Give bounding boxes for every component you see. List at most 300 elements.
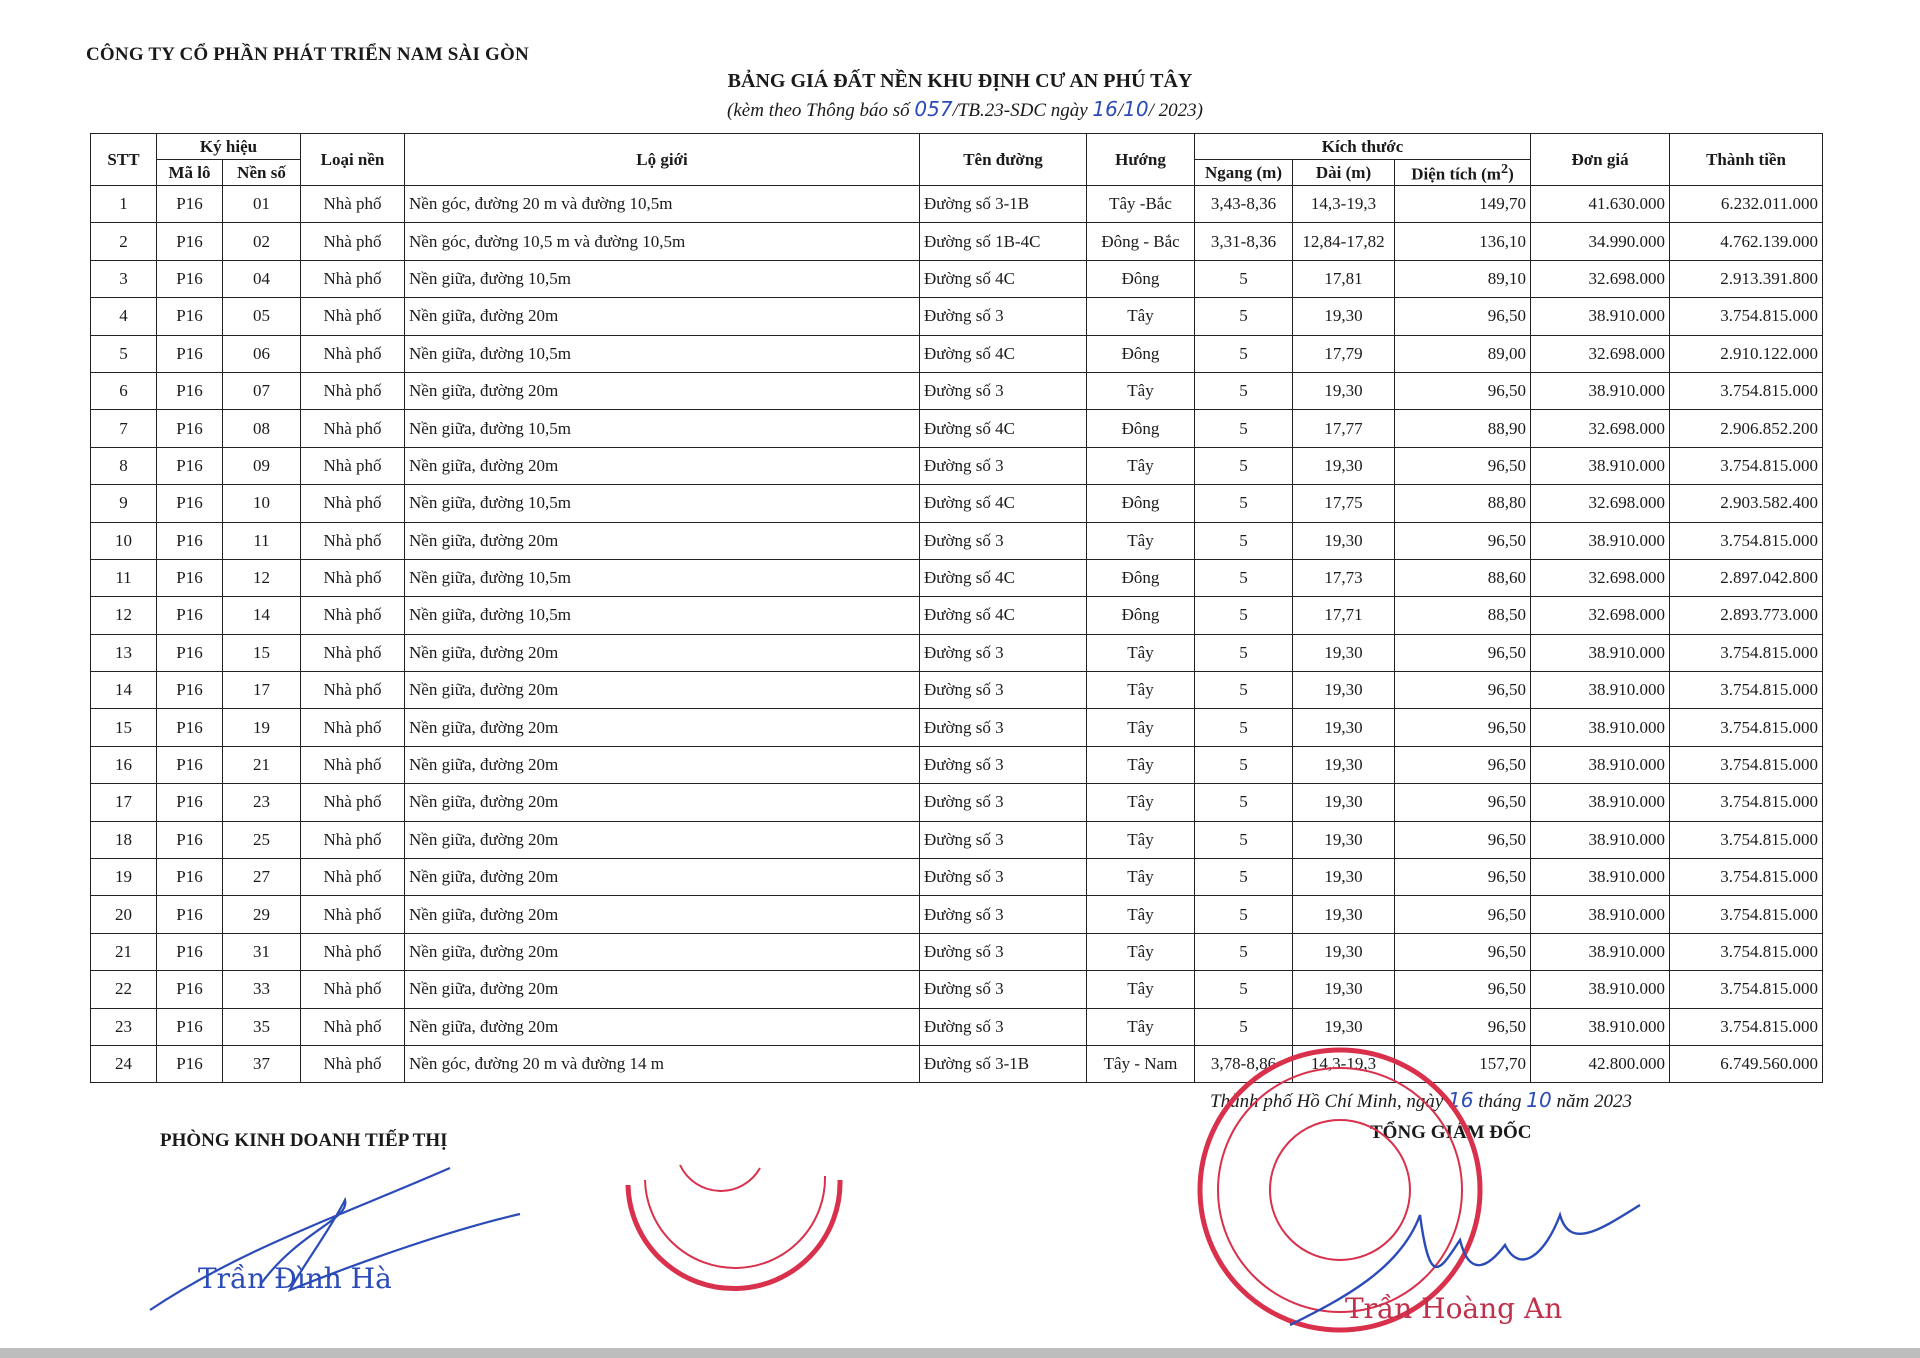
cell-loai-nen: Nhà phố	[301, 485, 405, 522]
cell-don-gia: 38.910.000	[1531, 447, 1670, 484]
cell-ma-lo: P16	[157, 186, 223, 223]
cell-nen-so: 06	[223, 335, 301, 372]
cell-loai-nen: Nhà phố	[301, 933, 405, 970]
cell-ten-duong: Đường số 3	[920, 821, 1087, 858]
cell-nen-so: 05	[223, 298, 301, 335]
cell-ten-duong: Đường số 3-1B	[920, 186, 1087, 223]
cell-don-gia: 38.910.000	[1531, 634, 1670, 671]
cell-loai-nen: Nhà phố	[301, 859, 405, 896]
header-dien-tich-sup: 2	[1500, 160, 1509, 177]
cell-ma-lo: P16	[157, 1045, 223, 1082]
header-don-gia: Đơn giá	[1531, 134, 1670, 186]
cell-dien-tich: 96,50	[1395, 522, 1531, 559]
cell-dien-tich: 96,50	[1395, 859, 1531, 896]
cell-ten-duong: Đường số 1B-4C	[920, 223, 1087, 260]
cell-dai: 17,81	[1293, 260, 1395, 297]
cell-don-gia: 38.910.000	[1531, 896, 1670, 933]
cell-lo-gioi: Nền giữa, đường 10,5m	[405, 410, 920, 447]
cell-lo-gioi: Nền góc, đường 20 m và đường 10,5m	[405, 186, 920, 223]
date-day: 16	[1448, 1088, 1474, 1112]
cell-ngang: 5	[1195, 634, 1293, 671]
cell-ten-duong: Đường số 3	[920, 896, 1087, 933]
cell-huong: Tây	[1087, 896, 1195, 933]
cell-don-gia: 32.698.000	[1531, 559, 1670, 596]
cell-loai-nen: Nhà phố	[301, 634, 405, 671]
cell-thanh-tien: 3.754.815.000	[1670, 298, 1823, 335]
cell-lo-gioi: Nền giữa, đường 20m	[405, 859, 920, 896]
cell-ten-duong: Đường số 3	[920, 634, 1087, 671]
cell-ten-duong: Đường số 3	[920, 859, 1087, 896]
cell-dien-tich: 96,50	[1395, 784, 1531, 821]
cell-ma-lo: P16	[157, 634, 223, 671]
cell-nen-so: 07	[223, 372, 301, 409]
cell-dai: 17,75	[1293, 485, 1395, 522]
cell-dien-tich: 88,90	[1395, 410, 1531, 447]
cell-thanh-tien: 3.754.815.000	[1670, 784, 1823, 821]
header-nen-so: Nền số	[223, 160, 301, 186]
cell-don-gia: 38.910.000	[1531, 522, 1670, 559]
cell-dien-tich: 96,50	[1395, 933, 1531, 970]
cell-loai-nen: Nhà phố	[301, 821, 405, 858]
cell-nen-so: 25	[223, 821, 301, 858]
cell-stt: 22	[91, 971, 157, 1008]
cell-ngang: 5	[1195, 971, 1293, 1008]
header-dai: Dài (m)	[1293, 160, 1395, 186]
cell-dai: 14,3-19,3	[1293, 186, 1395, 223]
cell-ma-lo: P16	[157, 298, 223, 335]
cell-dien-tich: 96,50	[1395, 709, 1531, 746]
header-dien-tich-text: Diện tích (m	[1411, 164, 1501, 184]
cell-thanh-tien: 3.754.815.000	[1670, 709, 1823, 746]
cell-loai-nen: Nhà phố	[301, 1008, 405, 1045]
cell-don-gia: 38.910.000	[1531, 859, 1670, 896]
cell-dai: 17,71	[1293, 597, 1395, 634]
cell-nen-so: 01	[223, 186, 301, 223]
cell-ngang: 3,31-8,36	[1195, 223, 1293, 260]
cell-stt: 21	[91, 933, 157, 970]
cell-thanh-tien: 6.232.011.000	[1670, 186, 1823, 223]
cell-dien-tich: 96,50	[1395, 447, 1531, 484]
signer-right-name: Trần Hoàng An	[1345, 1292, 1563, 1325]
cell-dai: 19,30	[1293, 746, 1395, 783]
cell-stt: 7	[91, 410, 157, 447]
cell-lo-gioi: Nền giữa, đường 10,5m	[405, 260, 920, 297]
cell-huong: Đông	[1087, 559, 1195, 596]
cell-ma-lo: P16	[157, 933, 223, 970]
cell-ma-lo: P16	[157, 597, 223, 634]
cell-stt: 14	[91, 672, 157, 709]
cell-dien-tich: 88,60	[1395, 559, 1531, 596]
cell-huong: Tây	[1087, 447, 1195, 484]
cell-nen-so: 23	[223, 784, 301, 821]
cell-stt: 2	[91, 223, 157, 260]
cell-thanh-tien: 3.754.815.000	[1670, 746, 1823, 783]
cell-ten-duong: Đường số 3	[920, 522, 1087, 559]
notice-day: 16	[1092, 97, 1118, 121]
cell-ngang: 5	[1195, 298, 1293, 335]
cell-don-gia: 32.698.000	[1531, 485, 1670, 522]
cell-loai-nen: Nhà phố	[301, 298, 405, 335]
cell-ma-lo: P16	[157, 223, 223, 260]
cell-don-gia: 38.910.000	[1531, 298, 1670, 335]
cell-thanh-tien: 3.754.815.000	[1670, 821, 1823, 858]
cell-dai: 19,30	[1293, 971, 1395, 1008]
cell-loai-nen: Nhà phố	[301, 410, 405, 447]
cell-dai: 19,30	[1293, 372, 1395, 409]
cell-huong: Đông	[1087, 335, 1195, 372]
cell-ten-duong: Đường số 3	[920, 746, 1087, 783]
cell-dai: 19,30	[1293, 298, 1395, 335]
cell-lo-gioi: Nền giữa, đường 20m	[405, 933, 920, 970]
cell-nen-so: 11	[223, 522, 301, 559]
cell-ma-lo: P16	[157, 896, 223, 933]
cell-lo-gioi: Nền giữa, đường 20m	[405, 522, 920, 559]
cell-ten-duong: Đường số 3	[920, 447, 1087, 484]
cell-ngang: 5	[1195, 597, 1293, 634]
cell-nen-so: 14	[223, 597, 301, 634]
cell-loai-nen: Nhà phố	[301, 784, 405, 821]
cell-lo-gioi: Nền góc, đường 20 m và đường 14 m	[405, 1045, 920, 1082]
cell-don-gia: 38.910.000	[1531, 672, 1670, 709]
cell-lo-gioi: Nền giữa, đường 20m	[405, 896, 920, 933]
cell-ma-lo: P16	[157, 335, 223, 372]
cell-don-gia: 38.910.000	[1531, 372, 1670, 409]
cell-stt: 18	[91, 821, 157, 858]
cell-don-gia: 32.698.000	[1531, 597, 1670, 634]
cell-huong: Tây	[1087, 933, 1195, 970]
cell-ngang: 3,78-8,86	[1195, 1045, 1293, 1082]
cell-thanh-tien: 2.910.122.000	[1670, 335, 1823, 372]
cell-dai: 12,84-17,82	[1293, 223, 1395, 260]
cell-lo-gioi: Nền góc, đường 10,5 m và đường 10,5m	[405, 223, 920, 260]
cell-ten-duong: Đường số 4C	[920, 559, 1087, 596]
cell-lo-gioi: Nền giữa, đường 10,5m	[405, 485, 920, 522]
cell-huong: Tây	[1087, 821, 1195, 858]
cell-lo-gioi: Nền giữa, đường 20m	[405, 746, 920, 783]
cell-dien-tich: 96,50	[1395, 971, 1531, 1008]
cell-dien-tich: 157,70	[1395, 1045, 1531, 1082]
cell-thanh-tien: 2.906.852.200	[1670, 410, 1823, 447]
cell-ngang: 5	[1195, 672, 1293, 709]
cell-huong: Tây	[1087, 784, 1195, 821]
cell-dien-tich: 149,70	[1395, 186, 1531, 223]
cell-dai: 19,30	[1293, 522, 1395, 559]
cell-dien-tich: 96,50	[1395, 298, 1531, 335]
cell-dai: 19,30	[1293, 859, 1395, 896]
cell-dai: 19,30	[1293, 933, 1395, 970]
cell-loai-nen: Nhà phố	[301, 186, 405, 223]
cell-ma-lo: P16	[157, 672, 223, 709]
left-stamp-seal	[628, 1165, 840, 1289]
cell-loai-nen: Nhà phố	[301, 335, 405, 372]
cell-stt: 19	[91, 859, 157, 896]
cell-stt: 23	[91, 1008, 157, 1045]
cell-ngang: 5	[1195, 784, 1293, 821]
cell-nen-so: 15	[223, 634, 301, 671]
cell-huong: Tây	[1087, 634, 1195, 671]
cell-stt: 13	[91, 634, 157, 671]
cell-ma-lo: P16	[157, 784, 223, 821]
cell-lo-gioi: Nền giữa, đường 10,5m	[405, 335, 920, 372]
header-ky-hieu: Ký hiệu	[157, 134, 301, 160]
cell-stt: 11	[91, 559, 157, 596]
cell-stt: 4	[91, 298, 157, 335]
cell-nen-so: 31	[223, 933, 301, 970]
cell-thanh-tien: 2.913.391.800	[1670, 260, 1823, 297]
cell-don-gia: 32.698.000	[1531, 335, 1670, 372]
cell-huong: Tây	[1087, 522, 1195, 559]
header-stt: STT	[91, 134, 157, 186]
cell-lo-gioi: Nền giữa, đường 20m	[405, 971, 920, 1008]
notice-number: 057	[914, 97, 953, 121]
cell-dai: 17,79	[1293, 335, 1395, 372]
director-title: TỔNG GIÁM ĐỐC	[1370, 1122, 1532, 1143]
cell-stt: 10	[91, 522, 157, 559]
cell-ma-lo: P16	[157, 746, 223, 783]
subtitle-end: / 2023)	[1148, 100, 1203, 121]
cell-ngang: 5	[1195, 746, 1293, 783]
date-end: năm 2023	[1551, 1091, 1632, 1112]
cell-ten-duong: Đường số 4C	[920, 335, 1087, 372]
cell-ngang: 5	[1195, 559, 1293, 596]
cell-dien-tich: 96,50	[1395, 634, 1531, 671]
cell-stt: 5	[91, 335, 157, 372]
cell-ngang: 5	[1195, 709, 1293, 746]
cell-lo-gioi: Nền giữa, đường 10,5m	[405, 559, 920, 596]
cell-ma-lo: P16	[157, 485, 223, 522]
cell-nen-so: 33	[223, 971, 301, 1008]
cell-ngang: 5	[1195, 447, 1293, 484]
subtitle-middle: /TB.23-SDC ngày	[952, 100, 1093, 121]
cell-ten-duong: Đường số 3	[920, 971, 1087, 1008]
cell-nen-so: 21	[223, 746, 301, 783]
cell-dien-tich: 96,50	[1395, 372, 1531, 409]
header-thanh-tien: Thành tiền	[1670, 134, 1823, 186]
cell-ngang: 5	[1195, 372, 1293, 409]
date-prefix: Thành phố Hồ Chí Minh, ngày	[1210, 1091, 1449, 1112]
cell-loai-nen: Nhà phố	[301, 1045, 405, 1082]
cell-huong: Đông	[1087, 597, 1195, 634]
header-dien-tich-close: )	[1508, 164, 1514, 184]
header-ma-lo: Mã lô	[157, 160, 223, 186]
cell-ma-lo: P16	[157, 447, 223, 484]
cell-dien-tich: 96,50	[1395, 1008, 1531, 1045]
cell-lo-gioi: Nền giữa, đường 20m	[405, 784, 920, 821]
cell-ngang: 5	[1195, 522, 1293, 559]
cell-ngang: 5	[1195, 933, 1293, 970]
cell-dai: 19,30	[1293, 634, 1395, 671]
cell-huong: Tây	[1087, 298, 1195, 335]
cell-thanh-tien: 3.754.815.000	[1670, 1008, 1823, 1045]
cell-ten-duong: Đường số 3	[920, 709, 1087, 746]
cell-stt: 16	[91, 746, 157, 783]
subtitle-separator: /	[1117, 100, 1124, 121]
cell-thanh-tien: 2.903.582.400	[1670, 485, 1823, 522]
cell-ma-lo: P16	[157, 260, 223, 297]
cell-loai-nen: Nhà phố	[301, 260, 405, 297]
cell-ngang: 3,43-8,36	[1195, 186, 1293, 223]
cell-loai-nen: Nhà phố	[301, 896, 405, 933]
cell-dien-tich: 88,50	[1395, 597, 1531, 634]
cell-thanh-tien: 3.754.815.000	[1670, 859, 1823, 896]
cell-thanh-tien: 3.754.815.000	[1670, 522, 1823, 559]
cell-ma-lo: P16	[157, 1008, 223, 1045]
cell-stt: 3	[91, 260, 157, 297]
cell-lo-gioi: Nền giữa, đường 10,5m	[405, 597, 920, 634]
cell-dien-tich: 96,50	[1395, 821, 1531, 858]
cell-thanh-tien: 6.749.560.000	[1670, 1045, 1823, 1082]
cell-nen-so: 27	[223, 859, 301, 896]
cell-thanh-tien: 3.754.815.000	[1670, 896, 1823, 933]
cell-ma-lo: P16	[157, 821, 223, 858]
signer-left-name: Trần Đình Hà	[198, 1262, 392, 1295]
cell-dai: 19,30	[1293, 672, 1395, 709]
notice-month: 10	[1123, 97, 1149, 121]
cell-huong: Tây	[1087, 746, 1195, 783]
cell-stt: 1	[91, 186, 157, 223]
header-lo-gioi: Lộ giới	[405, 134, 920, 186]
document-title: BẢNG GIÁ ĐẤT NỀN KHU ĐỊNH CƯ AN PHÚ TÂY	[727, 70, 1193, 92]
cell-huong: Tây	[1087, 372, 1195, 409]
cell-ma-lo: P16	[157, 522, 223, 559]
cell-dai: 19,30	[1293, 821, 1395, 858]
cell-don-gia: 34.990.000	[1531, 223, 1670, 260]
cell-don-gia: 32.698.000	[1531, 260, 1670, 297]
cell-lo-gioi: Nền giữa, đường 20m	[405, 634, 920, 671]
cell-huong: Tây -Bắc	[1087, 186, 1195, 223]
cell-dien-tich: 96,50	[1395, 746, 1531, 783]
cell-ngang: 5	[1195, 1008, 1293, 1045]
cell-loai-nen: Nhà phố	[301, 597, 405, 634]
cell-ten-duong: Đường số 4C	[920, 485, 1087, 522]
cell-dai: 19,30	[1293, 784, 1395, 821]
cell-huong: Đông	[1087, 410, 1195, 447]
cell-nen-so: 02	[223, 223, 301, 260]
cell-stt: 6	[91, 372, 157, 409]
cell-dien-tich: 96,50	[1395, 896, 1531, 933]
cell-ten-duong: Đường số 3-1B	[920, 1045, 1087, 1082]
cell-ten-duong: Đường số 3	[920, 672, 1087, 709]
cell-stt: 9	[91, 485, 157, 522]
cell-ten-duong: Đường số 3	[920, 784, 1087, 821]
cell-stt: 8	[91, 447, 157, 484]
header-ten-duong: Tên đường	[920, 134, 1087, 186]
cell-huong: Tây	[1087, 709, 1195, 746]
cell-loai-nen: Nhà phố	[301, 971, 405, 1008]
cell-huong: Đông	[1087, 485, 1195, 522]
cell-loai-nen: Nhà phố	[301, 672, 405, 709]
cell-ngang: 5	[1195, 896, 1293, 933]
cell-lo-gioi: Nền giữa, đường 20m	[405, 1008, 920, 1045]
cell-nen-so: 08	[223, 410, 301, 447]
cell-nen-so: 09	[223, 447, 301, 484]
cell-dien-tich: 88,80	[1395, 485, 1531, 522]
cell-ten-duong: Đường số 3	[920, 372, 1087, 409]
cell-ten-duong: Đường số 4C	[920, 410, 1087, 447]
cell-ngang: 5	[1195, 859, 1293, 896]
right-stamp-seal	[1200, 1050, 1480, 1330]
cell-loai-nen: Nhà phố	[301, 447, 405, 484]
cell-ten-duong: Đường số 3	[920, 933, 1087, 970]
cell-dai: 17,73	[1293, 559, 1395, 596]
cell-stt: 15	[91, 709, 157, 746]
cell-ngang: 5	[1195, 485, 1293, 522]
cell-thanh-tien: 3.754.815.000	[1670, 372, 1823, 409]
cell-don-gia: 32.698.000	[1531, 410, 1670, 447]
subtitle-prefix: (kèm theo Thông báo số	[727, 100, 915, 121]
cell-lo-gioi: Nền giữa, đường 20m	[405, 372, 920, 409]
header-ngang: Ngang (m)	[1195, 160, 1293, 186]
cell-nen-so: 37	[223, 1045, 301, 1082]
cell-don-gia: 41.630.000	[1531, 186, 1670, 223]
cell-ngang: 5	[1195, 335, 1293, 372]
cell-ma-lo: P16	[157, 559, 223, 596]
cell-huong: Đông - Bắc	[1087, 223, 1195, 260]
cell-lo-gioi: Nền giữa, đường 20m	[405, 709, 920, 746]
cell-loai-nen: Nhà phố	[301, 522, 405, 559]
cell-thanh-tien: 3.754.815.000	[1670, 971, 1823, 1008]
cell-thanh-tien: 3.754.815.000	[1670, 933, 1823, 970]
header-kich-thuoc: Kích thước	[1195, 134, 1531, 160]
cell-lo-gioi: Nền giữa, đường 20m	[405, 298, 920, 335]
cell-dai: 14,3-19,3	[1293, 1045, 1395, 1082]
department-title: PHÒNG KINH DOANH TIẾP THỊ	[160, 1130, 448, 1151]
cell-dai: 17,77	[1293, 410, 1395, 447]
cell-huong: Tây	[1087, 672, 1195, 709]
cell-ma-lo: P16	[157, 859, 223, 896]
cell-don-gia: 38.910.000	[1531, 709, 1670, 746]
cell-ma-lo: P16	[157, 410, 223, 447]
cell-huong: Tây - Nam	[1087, 1045, 1195, 1082]
cell-thanh-tien: 4.762.139.000	[1670, 223, 1823, 260]
cell-ten-duong: Đường số 4C	[920, 260, 1087, 297]
cell-ngang: 5	[1195, 410, 1293, 447]
cell-thanh-tien: 3.754.815.000	[1670, 447, 1823, 484]
cell-stt: 24	[91, 1045, 157, 1082]
cell-ten-duong: Đường số 3	[920, 298, 1087, 335]
cell-lo-gioi: Nền giữa, đường 20m	[405, 447, 920, 484]
cell-dien-tich: 136,10	[1395, 223, 1531, 260]
cell-dien-tich: 89,10	[1395, 260, 1531, 297]
cell-lo-gioi: Nền giữa, đường 20m	[405, 821, 920, 858]
cell-don-gia: 38.910.000	[1531, 933, 1670, 970]
cell-ngang: 5	[1195, 260, 1293, 297]
scan-bottom-edge	[0, 1348, 1920, 1358]
cell-ma-lo: P16	[157, 709, 223, 746]
cell-nen-so: 04	[223, 260, 301, 297]
cell-thanh-tien: 2.893.773.000	[1670, 597, 1823, 634]
cell-loai-nen: Nhà phố	[301, 372, 405, 409]
cell-stt: 12	[91, 597, 157, 634]
cell-lo-gioi: Nền giữa, đường 20m	[405, 672, 920, 709]
cell-don-gia: 42.800.000	[1531, 1045, 1670, 1082]
cell-dai: 19,30	[1293, 447, 1395, 484]
cell-loai-nen: Nhà phố	[301, 746, 405, 783]
cell-stt: 20	[91, 896, 157, 933]
cell-dien-tich: 96,50	[1395, 672, 1531, 709]
cell-huong: Đông	[1087, 260, 1195, 297]
cell-stt: 17	[91, 784, 157, 821]
cell-loai-nen: Nhà phố	[301, 559, 405, 596]
cell-ten-duong: Đường số 4C	[920, 597, 1087, 634]
cell-ma-lo: P16	[157, 971, 223, 1008]
cell-loai-nen: Nhà phố	[301, 709, 405, 746]
cell-don-gia: 38.910.000	[1531, 746, 1670, 783]
date-middle: tháng	[1473, 1091, 1527, 1112]
cell-don-gia: 38.910.000	[1531, 784, 1670, 821]
cell-dai: 19,30	[1293, 709, 1395, 746]
cell-ten-duong: Đường số 3	[920, 1008, 1087, 1045]
